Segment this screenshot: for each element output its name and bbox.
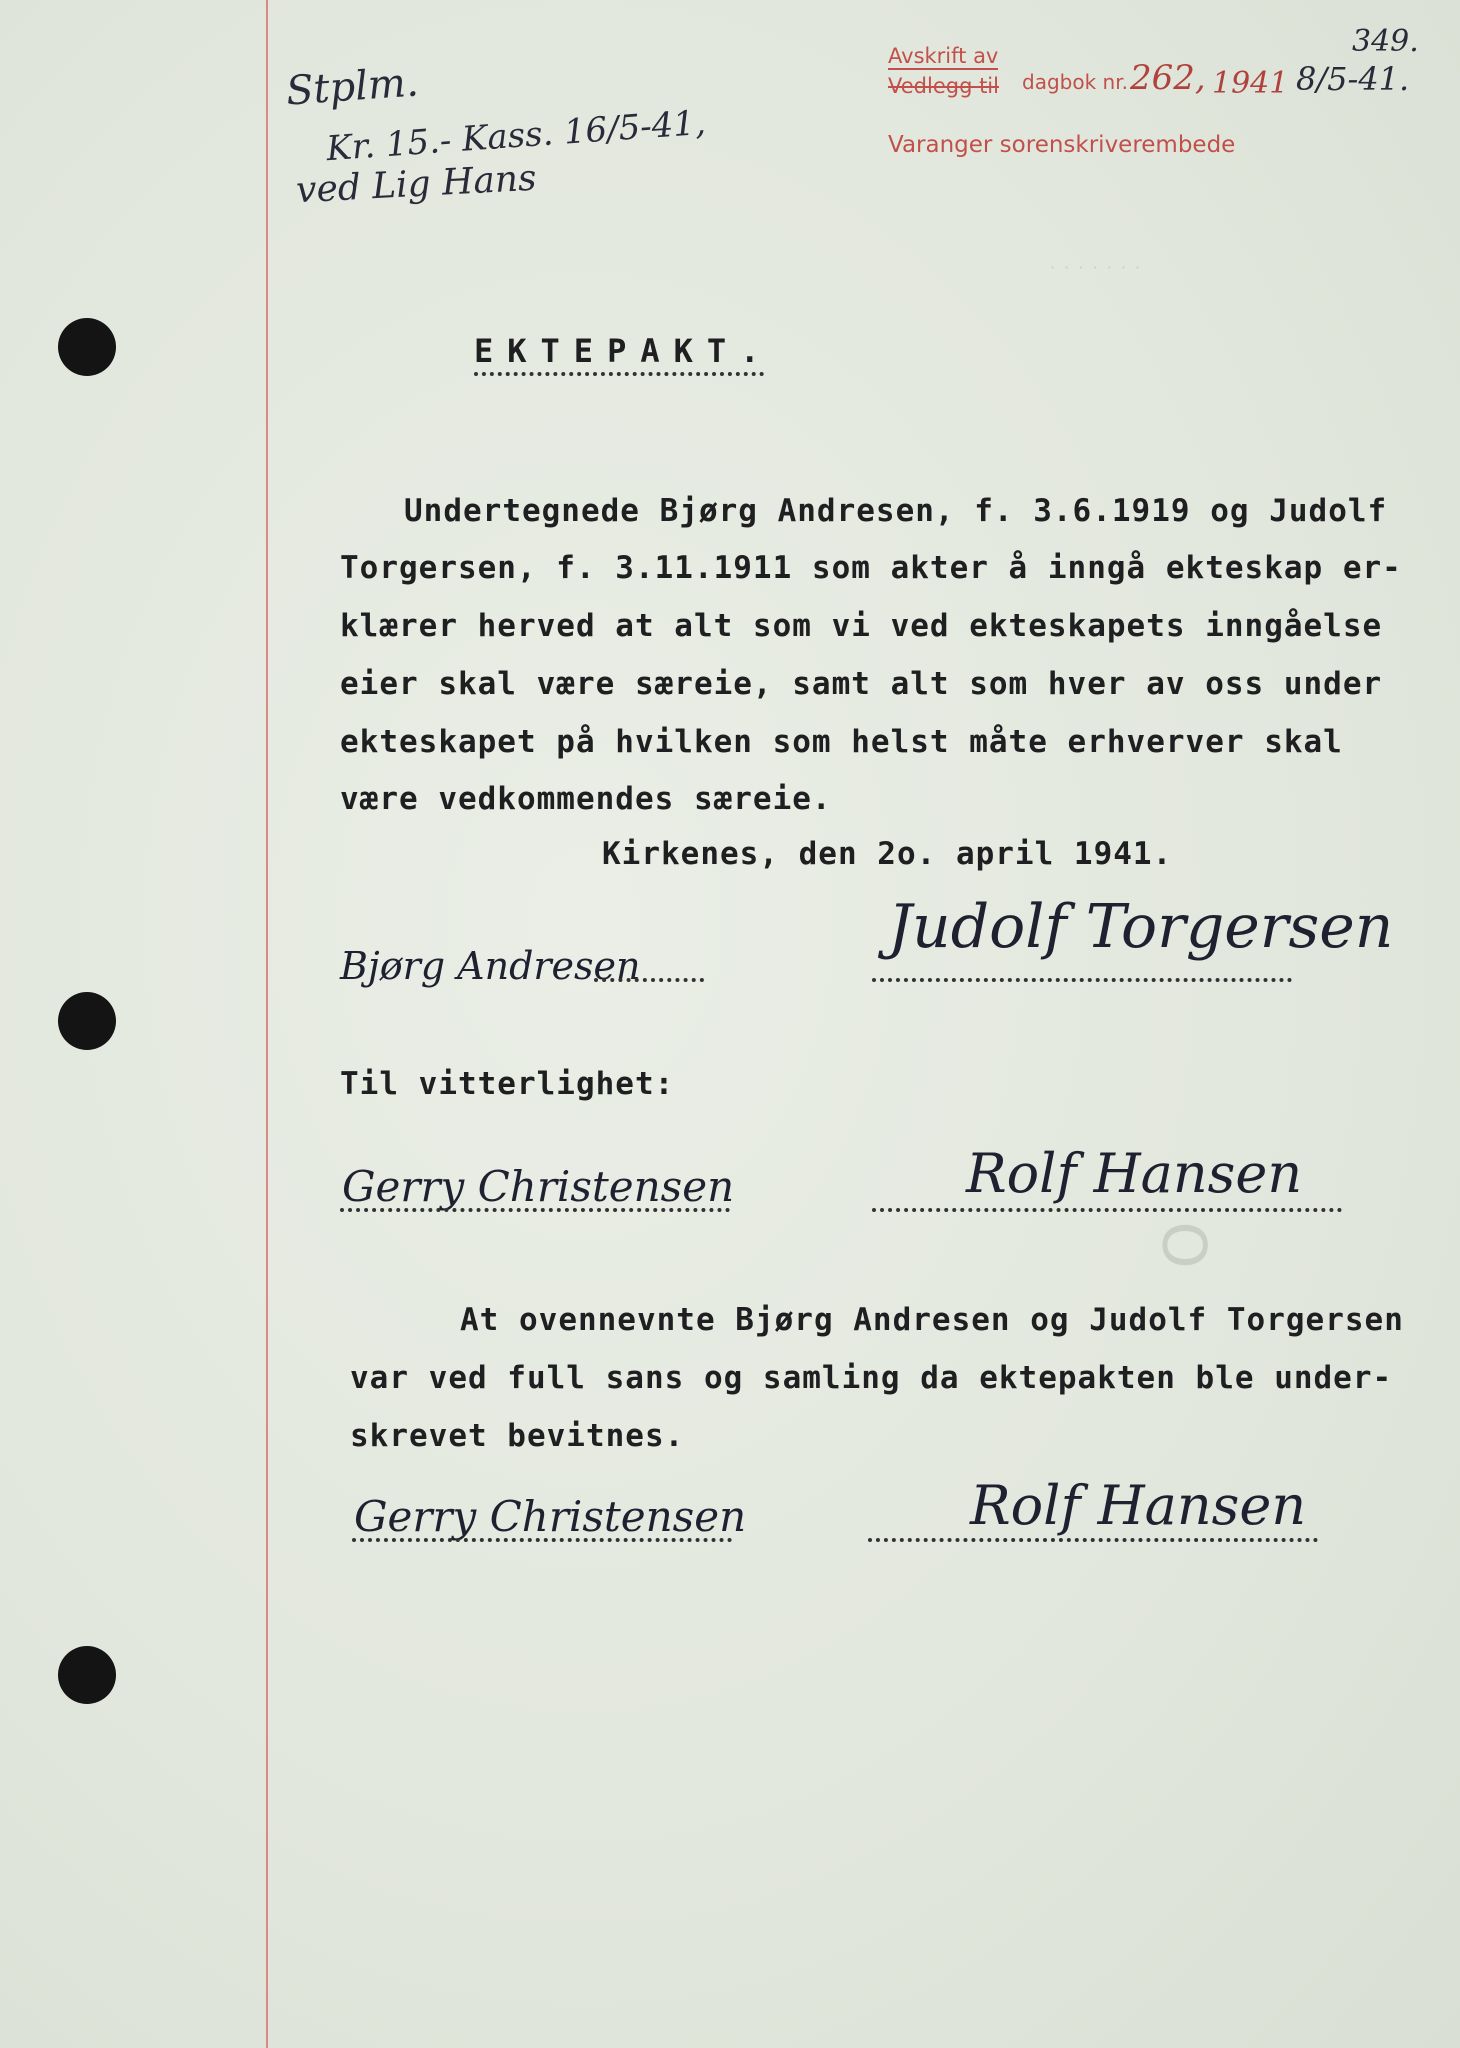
document-title: EKTEPAKT. <box>474 332 774 370</box>
stamp-avskrift: Avskrift av <box>888 44 999 68</box>
signature-dots <box>872 978 1292 982</box>
punch-hole <box>58 1646 116 1704</box>
bleed-through-mark: · · · · · · · <box>1050 258 1143 277</box>
dagbok-date: 8/5-41. <box>1296 60 1410 98</box>
stamp-vedlegg: Vedlegg til <box>888 74 999 98</box>
punch-hole <box>58 992 116 1050</box>
note-stplm: Stplm. <box>284 59 420 115</box>
signature-dots <box>872 1208 1342 1212</box>
body-line: Undertegnede Bjørg Andresen, f. 3.6.1919 og Judolf <box>404 493 1388 529</box>
bleed-through-mark: O <box>1148 1221 1219 1269</box>
attest-line: At ovennevnte Bjørg Andresen og Judolf Torgersen <box>460 1302 1404 1338</box>
signature-witness1-repeat: Gerry Christensen <box>354 1492 747 1541</box>
signature-dots <box>340 1208 730 1212</box>
punch-hole <box>58 318 116 376</box>
signature-dots <box>868 1538 1318 1542</box>
attest-line: skrevet bevitnes. <box>350 1418 685 1454</box>
body-line: eier skal være særeie, samt alt som hver av oss under <box>340 666 1383 702</box>
dagbok-year: 1941 <box>1212 66 1289 101</box>
note-fee: Kr. 15.- Kass. 16/5-41, <box>325 102 707 170</box>
red-margin-line <box>266 0 268 2048</box>
body-line: klærer herved at alt som vi ved ekteskapets inngåelse <box>340 608 1383 644</box>
signature-groom: Judolf Torgersen <box>888 892 1394 962</box>
stamp-dagbok: dagbok nr. <box>1022 70 1128 94</box>
body-line: Torgersen, f. 3.11.1911 som akter å inngå ekteskap er- <box>340 550 1402 586</box>
dagbok-number: 262, <box>1130 58 1206 98</box>
page-number: 349. <box>1352 24 1419 59</box>
title-underline <box>474 372 764 376</box>
place-date: Kirkenes, den 2o. april 1941. <box>602 836 1173 872</box>
signature-witness2-repeat: Rolf Hansen <box>970 1474 1307 1537</box>
signature-dots <box>352 1538 732 1542</box>
witness-label: Til vitterlighet: <box>340 1066 675 1102</box>
signature-witness1: Gerry Christensen <box>342 1162 735 1211</box>
note-clerk: ved Lig Hans <box>295 157 538 212</box>
attest-line: var ved full sans og samling da ektepakten ble under- <box>350 1360 1393 1396</box>
body-line: ekteskapet på hvilken som helst måte erhverver skal <box>340 724 1343 760</box>
signature-bride: Bjørg Andresen <box>340 944 641 988</box>
signature-dots <box>594 978 704 982</box>
stamp-office: Varanger sorenskriverembede <box>888 132 1236 158</box>
signature-witness2: Rolf Hansen <box>966 1142 1303 1205</box>
body-line: være vedkommendes særeie. <box>340 781 832 817</box>
